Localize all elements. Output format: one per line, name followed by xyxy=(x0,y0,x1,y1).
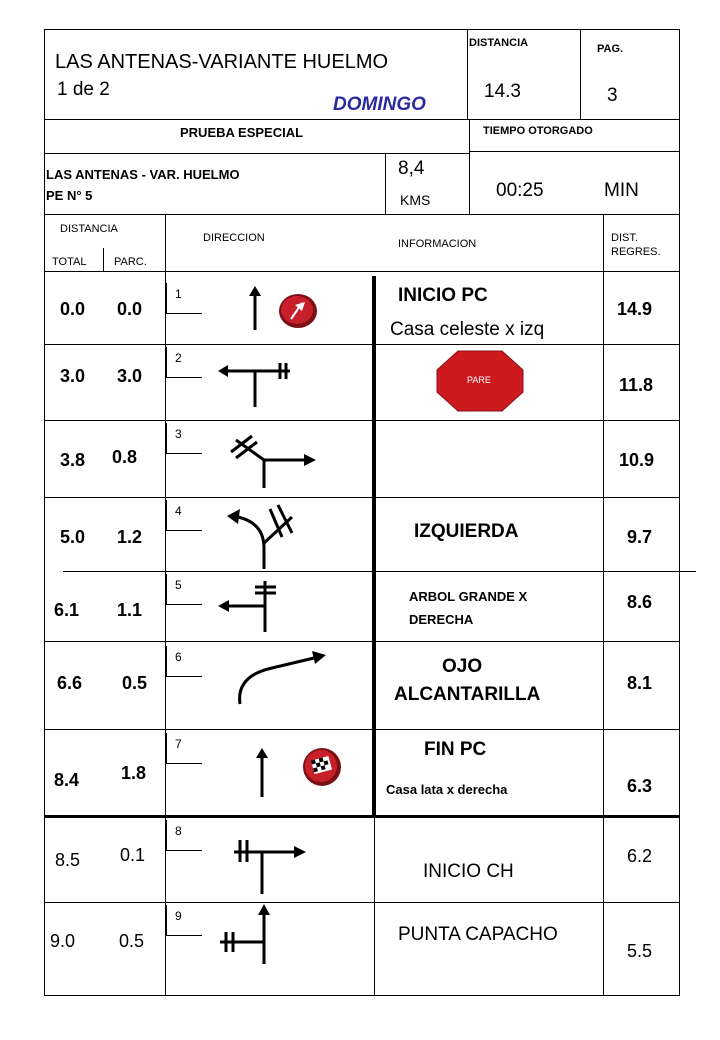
partial-distance: 0.8 xyxy=(112,447,138,467)
frame-top xyxy=(44,29,680,30)
col-information: INFORMACION xyxy=(398,238,477,250)
row-number-box: 6 xyxy=(166,646,202,677)
start-badge-icon xyxy=(278,293,318,329)
info-primary: INICIO PC xyxy=(398,285,488,306)
col-distance: DISTANCIA xyxy=(60,223,118,235)
t-junction-left-icon xyxy=(218,358,298,408)
info-secondary: ALCANTARILLA xyxy=(394,684,541,705)
columns-hline xyxy=(44,214,680,215)
row-line-2 xyxy=(44,420,680,421)
row-number-box: 5 xyxy=(166,574,202,605)
document-title: LAS ANTENAS-VARIANTE HUELMO xyxy=(55,51,389,73)
info-primary: ARBOL GRANDE X xyxy=(409,589,528,604)
total-distance: 8.4 xyxy=(54,770,80,790)
time-value: 00:25 xyxy=(496,180,544,201)
frame-right xyxy=(679,29,680,996)
row-number-box: 8 xyxy=(166,820,202,851)
partial-distance: 0.5 xyxy=(122,673,148,693)
partial-distance: 3.0 xyxy=(117,366,143,386)
row-number-box: 7 xyxy=(166,733,202,764)
frame-left xyxy=(44,29,45,996)
remaining-distance: 5.5 xyxy=(627,941,653,961)
info-primary: IZQUIERDA xyxy=(414,521,519,542)
partial-distance: 0.0 xyxy=(117,299,143,319)
page-label: PAG. xyxy=(597,43,624,55)
info-divider-lower xyxy=(374,816,375,996)
row-line-3 xyxy=(44,497,680,498)
info-secondary: DERECHA xyxy=(409,612,474,627)
finish-flag-badge-icon xyxy=(302,747,342,787)
row-line-6 xyxy=(44,729,680,730)
row-line-7 xyxy=(44,815,680,818)
total-distance: 0.0 xyxy=(60,299,86,319)
right-turn-crossed-icon xyxy=(226,432,322,490)
info-primary: INICIO CH xyxy=(423,861,514,882)
stage-name-1: LAS ANTENAS - VAR. HUELMO xyxy=(46,167,240,182)
time-unit: MIN xyxy=(604,180,639,201)
distance-value: 14.3 xyxy=(484,81,521,102)
col-partial: PARC. xyxy=(114,256,147,268)
straight-arrow-icon xyxy=(245,286,265,331)
right-curve-icon xyxy=(232,648,330,706)
row-line-5 xyxy=(44,641,680,642)
header-hline xyxy=(44,119,680,120)
row-number-box: 3 xyxy=(166,423,202,454)
total-distance: 5.0 xyxy=(60,527,86,547)
col-line-remaining xyxy=(603,214,604,996)
row-number-box: 9 xyxy=(166,905,202,936)
col-remaining-2: REGRES. xyxy=(611,246,661,258)
total-distance: 6.1 xyxy=(54,600,80,620)
info-divider xyxy=(372,276,376,816)
info-primary: PUNTA CAPACHO xyxy=(398,924,558,945)
total-distance: 8.5 xyxy=(55,850,81,870)
total-distance: 6.6 xyxy=(57,673,83,693)
frame-bottom xyxy=(44,995,680,996)
left-curve-crossed-icon xyxy=(222,503,302,571)
straight-with-left-junction-icon xyxy=(218,904,278,966)
distance-label: DISTANCIA xyxy=(469,37,529,49)
row-line-8 xyxy=(44,902,680,903)
partial-distance: 1.1 xyxy=(117,600,143,620)
total-distance: 9.0 xyxy=(50,931,76,951)
remaining-distance: 6.2 xyxy=(627,846,653,866)
col-line-direction xyxy=(165,214,166,996)
col-line-parc xyxy=(103,248,104,272)
columns-subline xyxy=(44,271,680,272)
header-divider-1 xyxy=(467,29,468,120)
t-junction-crossed-icon xyxy=(232,830,308,896)
col-direction: DIRECCION xyxy=(203,232,265,244)
remaining-distance: 6.3 xyxy=(627,776,653,796)
remaining-distance: 10.9 xyxy=(619,450,655,470)
km-value: 8,4 xyxy=(398,158,425,179)
stop-sign-label: PARE xyxy=(467,375,491,385)
row-number-box: 1 xyxy=(166,283,202,314)
remaining-distance: 14.9 xyxy=(617,299,653,319)
col-remaining-1: DIST. xyxy=(611,232,638,244)
total-distance: 3.8 xyxy=(60,450,86,470)
remaining-distance: 9.7 xyxy=(627,527,653,547)
remaining-distance: 11.8 xyxy=(619,375,654,395)
info-secondary: Casa celeste x izq xyxy=(390,319,545,340)
stage-name-2: PE N° 5 xyxy=(46,188,93,203)
col-total: TOTAL xyxy=(52,256,87,268)
row-number-box: 4 xyxy=(166,500,202,531)
straight-arrow-icon xyxy=(252,748,272,798)
remaining-distance: 8.1 xyxy=(627,673,653,693)
remaining-distance: 8.6 xyxy=(627,592,653,612)
info-primary: OJO xyxy=(442,656,483,677)
partial-distance: 0.1 xyxy=(120,845,146,865)
special-hline xyxy=(44,153,470,154)
km-unit: KMS xyxy=(400,192,431,208)
time-label: TIEMPO OTORGADO xyxy=(483,125,593,137)
partial-distance: 1.2 xyxy=(117,527,143,547)
special-stage-label: PRUEBA ESPECIAL xyxy=(180,125,304,140)
day-label: DOMINGO xyxy=(333,94,426,115)
info-secondary: Casa lata x derecha xyxy=(386,782,508,797)
info-primary: FIN PC xyxy=(424,739,487,760)
special-vline-1 xyxy=(469,119,470,215)
header-divider-2 xyxy=(580,29,581,120)
total-distance: 3.0 xyxy=(60,366,86,386)
page-of: 1 de 2 xyxy=(57,79,110,100)
row-number-box: 2 xyxy=(166,347,202,378)
special-hline-right xyxy=(470,151,680,152)
row-line-1 xyxy=(44,344,680,345)
special-vline-2 xyxy=(385,153,386,215)
partial-distance: 0.5 xyxy=(119,931,145,951)
partial-distance: 1.8 xyxy=(121,763,147,783)
page-value: 3 xyxy=(607,85,618,106)
left-turn-crossed-icon xyxy=(218,579,284,633)
row-line-4 xyxy=(63,571,696,572)
